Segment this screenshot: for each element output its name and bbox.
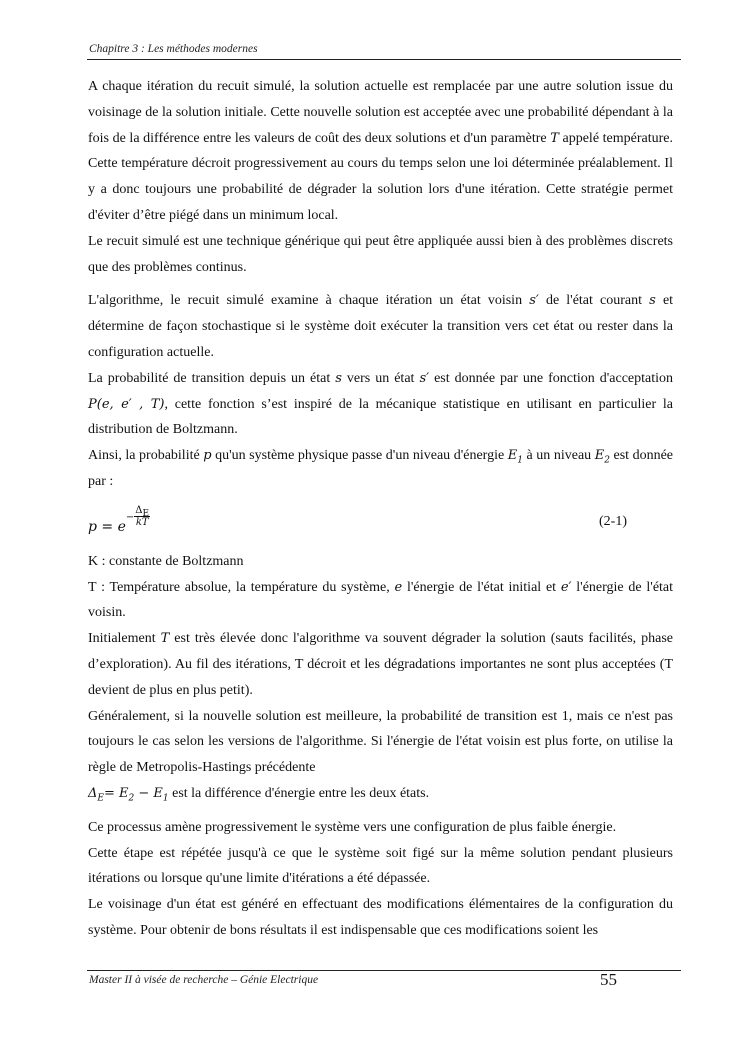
- paragraph-3: L'algorithme, le recuit simulé examine à chaque itération un état voisin s′ de l'état courant s et détermine de façon stochastique si le système doit exécuter la transition vers cet état ou rester dans la configuration actuelle.: [88, 293, 674, 360]
- equation-number: (2-1): [599, 513, 627, 529]
- page-number: 55: [600, 970, 617, 989]
- equation-body: p = e− $\frac{\Delta_E}{kT}$: [88, 505, 150, 535]
- paragraph-7: Généralement, si la nouvelle solution est meilleure, la probabilité de transition est 1, mais ce n'est pas toujours le cas selon les versions de l'algorithme. Si l'énergie de l'état voisin est plus forte, on utilise la règle de Metropolis-Hastings précédente: [88, 708, 673, 776]
- paragraph-8: $\Delta_E= E_2 - E_1$ est la différence d'énergie entre les deux états.: [88, 785, 430, 804]
- running-footer: Master II à visée de recherche – Génie Electrique: [89, 974, 319, 986]
- paragraph-1: A chaque itération du recuit simulé, la solution actuelle est remplacée par une autre solution issue du voisinage de la solution initiale. Cette nouvelle solution est acceptée avec une probabilité dépendant à la fois de la différence entre les valeurs de coût des deux solutions et d'un paramètre T appelé température. Cette température décroit progressivement au cours du temps selon une loi déterminée préalablement. Il y a donc toujours une probabilité de dégrader la solution lors d'une itération. Cette stratégie permet d'éviter d’être piégé dans un minimum local.: [88, 79, 673, 223]
- footer-divider: [87, 970, 681, 971]
- paragraph-2: Le recuit simulé est une technique générique qui peut être appliquée aussi bien à des problèmes discrets que des problèmes continus.: [88, 233, 673, 275]
- paragraph-11: Le voisinage d'un état est généré en effectuant des modifications élémentaires de la configuration du système. Pour obtenir de bons résultats il est indispensable que ces modifications soient les: [88, 897, 673, 938]
- header-divider: [87, 59, 681, 60]
- paragraph-6: Initialement T est très élevée donc l'algorithme va souvent dégrader la solution (sauts facilités, phase d’exploration). Au fil des itérations, T décroit et les dégradations importantes ne sont plus acceptées (T devient de plus en plus petit).: [88, 631, 674, 698]
- definition-k: K : constante de Boltzmann: [88, 553, 244, 569]
- paragraph-10: Cette étape est répétée jusqu'à ce que le système soit figé sur la même solution pendant plusieurs itérations ou lorsque qu'une limite d'itérations a été dépassée.: [88, 845, 673, 887]
- page-body: [88, 74, 673, 944]
- paragraph-5: Ainsi, la probabilité p qu'un système physique passe d'un niveau d'énergie $E_1$ à un niveau $E_2$ est donnée par :: [88, 448, 674, 489]
- definition-t: T : Température absolue, la température du système, e l'énergie de l'état initial et e′ l'énergie de l'état voisin.: [88, 579, 674, 621]
- equation-2-1: [88, 501, 673, 545]
- running-header: Chapitre 3 : Les méthodes modernes: [89, 43, 258, 55]
- paragraph-4: La probabilité de transition depuis un état s vers un état s′ est donnée par une fonction d'acceptation P(e, e′ , T), cette fonction s’est inspiré de la mécanique statistique en utilisant en particulier la distribution de Boltzmann.: [88, 370, 674, 438]
- paragraph-9: Ce processus amène progressivement le système vers une configuration de plus faible énergie.: [88, 819, 617, 835]
- symbol-T: T: [550, 130, 559, 146]
